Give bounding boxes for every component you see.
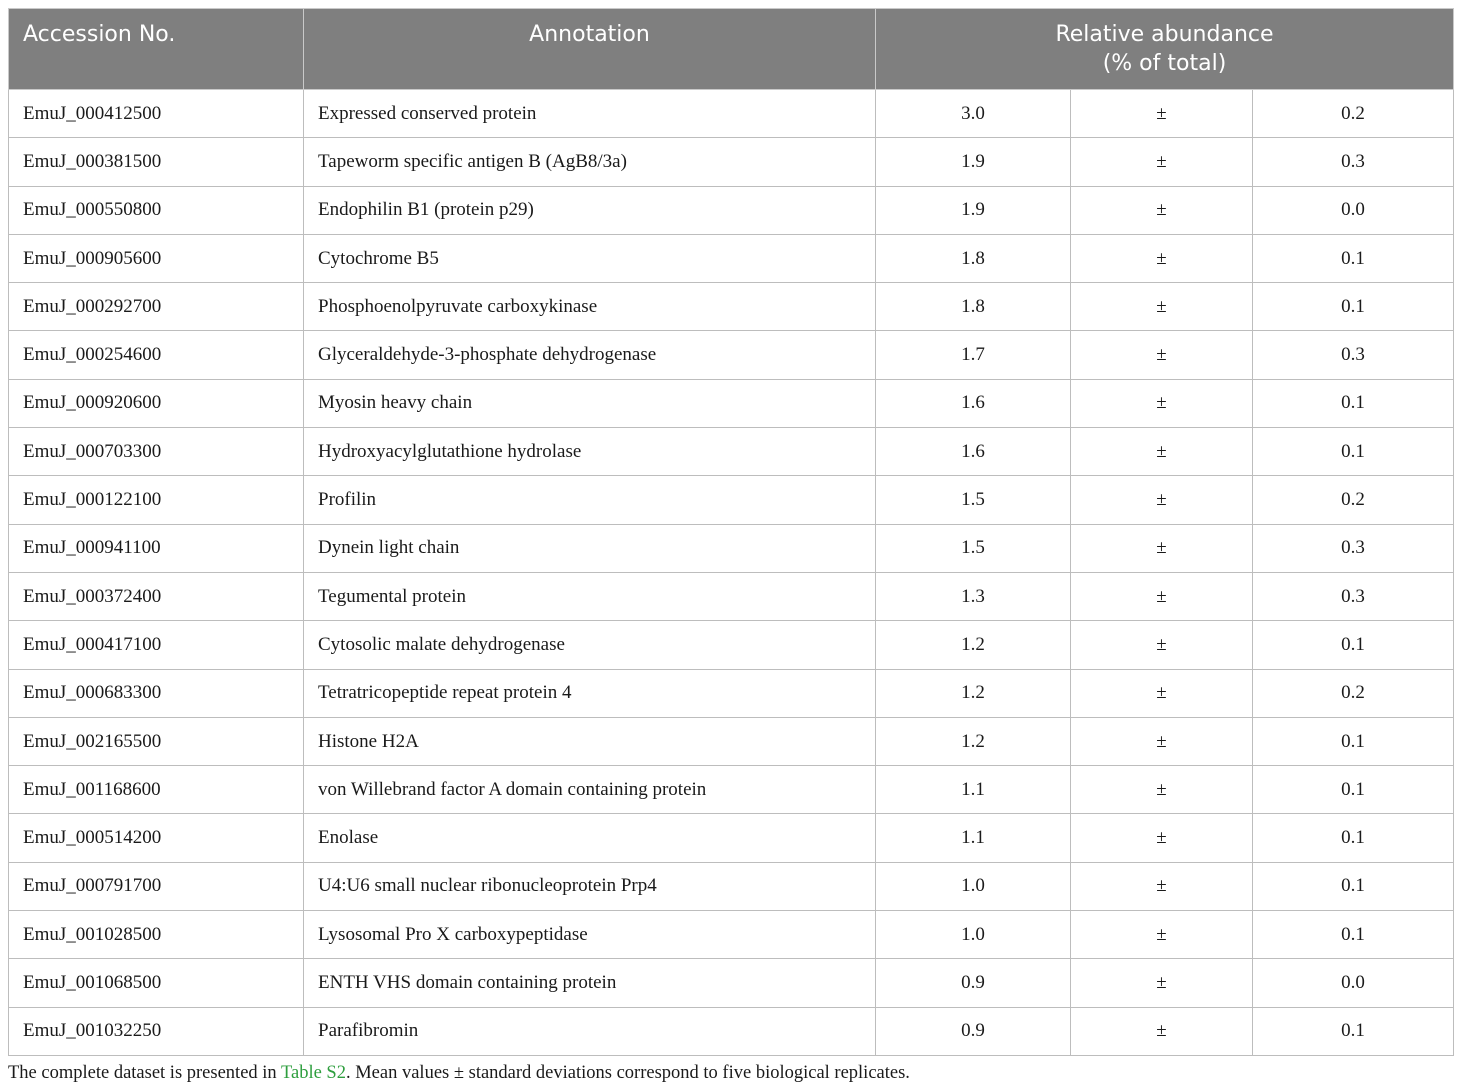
mean-cell: 1.5 <box>876 524 1071 572</box>
accession-cell: EmuJ_000417100 <box>9 621 304 669</box>
mean-cell: 1.1 <box>876 814 1071 862</box>
accession-cell: EmuJ_000254600 <box>9 331 304 379</box>
sd-cell: 0.1 <box>1253 1007 1454 1055</box>
annotation-cell: Dynein light chain <box>304 524 876 572</box>
annotation-cell: Tapeworm specific antigen B (AgB8/3a) <box>304 138 876 186</box>
accession-cell: EmuJ_001068500 <box>9 959 304 1007</box>
plus-minus-cell: ± <box>1071 1007 1253 1055</box>
table-row <box>9 959 1454 1007</box>
accession-cell: EmuJ_000412500 <box>9 90 304 138</box>
header-abundance-line2: (% of total) <box>1102 51 1227 76</box>
plus-minus-cell: ± <box>1071 862 1253 910</box>
annotation-cell: Myosin heavy chain <box>304 379 876 427</box>
abundance-table <box>8 8 1454 1056</box>
annotation-cell: ENTH VHS domain containing protein <box>304 959 876 1007</box>
plus-minus-cell: ± <box>1071 572 1253 620</box>
annotation-cell: Glyceraldehyde-3-phosphate dehydrogenase <box>304 331 876 379</box>
plus-minus-cell: ± <box>1071 911 1253 959</box>
sd-cell: 0.3 <box>1253 572 1454 620</box>
sd-cell: 0.0 <box>1253 959 1454 1007</box>
footnote-text-after: . Mean values ± standard deviations correspond to five biological replicates. <box>345 1063 910 1083</box>
annotation-cell: Parafibromin <box>304 1007 876 1055</box>
sd-cell: 0.2 <box>1253 90 1454 138</box>
annotation-cell: Profilin <box>304 476 876 524</box>
sd-cell: 0.1 <box>1253 766 1454 814</box>
table-row <box>9 234 1454 282</box>
abundance-table-container <box>8 8 1453 1056</box>
table-row <box>9 428 1454 476</box>
annotation-cell: von Willebrand factor A domain containing protein <box>304 766 876 814</box>
plus-minus-cell: ± <box>1071 669 1253 717</box>
mean-cell: 1.2 <box>876 621 1071 669</box>
plus-minus-cell: ± <box>1071 138 1253 186</box>
table-row <box>9 766 1454 814</box>
accession-cell: EmuJ_000920600 <box>9 379 304 427</box>
table-row <box>9 283 1454 331</box>
header-relative-abundance <box>876 9 1454 90</box>
table-row <box>9 911 1454 959</box>
plus-minus-cell: ± <box>1071 234 1253 282</box>
mean-cell: 1.6 <box>876 428 1071 476</box>
accession-cell: EmuJ_000683300 <box>9 669 304 717</box>
annotation-cell: Cytosolic malate dehydrogenase <box>304 621 876 669</box>
annotation-cell: Cytochrome B5 <box>304 234 876 282</box>
annotation-cell: U4:U6 small nuclear ribonucleoprotein Prp4 <box>304 862 876 910</box>
mean-cell: 3.0 <box>876 90 1071 138</box>
sd-cell: 0.1 <box>1253 428 1454 476</box>
accession-cell: EmuJ_000905600 <box>9 234 304 282</box>
table-row <box>9 572 1454 620</box>
plus-minus-cell: ± <box>1071 186 1253 234</box>
annotation-cell: Tegumental protein <box>304 572 876 620</box>
table-header-row <box>9 9 1454 90</box>
sd-cell: 0.1 <box>1253 234 1454 282</box>
accession-cell: EmuJ_000381500 <box>9 138 304 186</box>
mean-cell: 1.2 <box>876 717 1071 765</box>
accession-cell: EmuJ_000292700 <box>9 283 304 331</box>
sd-cell: 0.0 <box>1253 186 1454 234</box>
sd-cell: 0.1 <box>1253 814 1454 862</box>
table-row <box>9 717 1454 765</box>
plus-minus-cell: ± <box>1071 283 1253 331</box>
mean-cell: 1.7 <box>876 331 1071 379</box>
mean-cell: 0.9 <box>876 959 1071 1007</box>
sd-cell: 0.1 <box>1253 862 1454 910</box>
annotation-cell: Expressed conserved protein <box>304 90 876 138</box>
header-accession: Accession No. <box>9 9 304 90</box>
header-abundance-line1: Relative abundance <box>1055 22 1274 47</box>
table-row <box>9 138 1454 186</box>
plus-minus-cell: ± <box>1071 331 1253 379</box>
header-annotation: Annotation <box>304 9 876 90</box>
accession-cell: EmuJ_001032250 <box>9 1007 304 1055</box>
accession-cell: EmuJ_001028500 <box>9 911 304 959</box>
accession-cell: EmuJ_000372400 <box>9 572 304 620</box>
sd-cell: 0.1 <box>1253 911 1454 959</box>
plus-minus-cell: ± <box>1071 524 1253 572</box>
annotation-cell: Lysosomal Pro X carboxypeptidase <box>304 911 876 959</box>
table-row <box>9 331 1454 379</box>
sd-cell: 0.1 <box>1253 379 1454 427</box>
mean-cell: 1.3 <box>876 572 1071 620</box>
accession-cell: EmuJ_000791700 <box>9 862 304 910</box>
mean-cell: 1.8 <box>876 283 1071 331</box>
table-row <box>9 186 1454 234</box>
plus-minus-cell: ± <box>1071 476 1253 524</box>
mean-cell: 1.6 <box>876 379 1071 427</box>
table-row <box>9 476 1454 524</box>
table-footnote <box>8 1063 910 1084</box>
mean-cell: 1.5 <box>876 476 1071 524</box>
accession-cell: EmuJ_002165500 <box>9 717 304 765</box>
mean-cell: 0.9 <box>876 1007 1071 1055</box>
mean-cell: 1.0 <box>876 862 1071 910</box>
table-row <box>9 524 1454 572</box>
table-row <box>9 90 1454 138</box>
accession-cell: EmuJ_000703300 <box>9 428 304 476</box>
accession-cell: EmuJ_000941100 <box>9 524 304 572</box>
accession-cell: EmuJ_000122100 <box>9 476 304 524</box>
plus-minus-cell: ± <box>1071 379 1253 427</box>
annotation-cell: Histone H2A <box>304 717 876 765</box>
plus-minus-cell: ± <box>1071 959 1253 1007</box>
annotation-cell: Phosphoenolpyruvate carboxykinase <box>304 283 876 331</box>
sd-cell: 0.3 <box>1253 138 1454 186</box>
table-row <box>9 379 1454 427</box>
footnote-text-before: The complete dataset is presented in <box>8 1063 281 1083</box>
accession-cell: EmuJ_000514200 <box>9 814 304 862</box>
mean-cell: 1.9 <box>876 186 1071 234</box>
mean-cell: 1.1 <box>876 766 1071 814</box>
annotation-cell: Endophilin B1 (protein p29) <box>304 186 876 234</box>
table-body <box>9 90 1454 1056</box>
annotation-cell: Hydroxyacylglutathione hydrolase <box>304 428 876 476</box>
sd-cell: 0.3 <box>1253 524 1454 572</box>
table-s2-link[interactable]: Table S2 <box>280 1063 346 1083</box>
mean-cell: 1.9 <box>876 138 1071 186</box>
accession-cell: EmuJ_000550800 <box>9 186 304 234</box>
mean-cell: 1.2 <box>876 669 1071 717</box>
plus-minus-cell: ± <box>1071 621 1253 669</box>
plus-minus-cell: ± <box>1071 814 1253 862</box>
plus-minus-cell: ± <box>1071 90 1253 138</box>
accession-cell: EmuJ_001168600 <box>9 766 304 814</box>
annotation-cell: Tetratricopeptide repeat protein 4 <box>304 669 876 717</box>
plus-minus-cell: ± <box>1071 717 1253 765</box>
annotation-cell: Enolase <box>304 814 876 862</box>
table-row <box>9 862 1454 910</box>
plus-minus-cell: ± <box>1071 428 1253 476</box>
table-row <box>9 669 1454 717</box>
table-row <box>9 1007 1454 1055</box>
sd-cell: 0.2 <box>1253 476 1454 524</box>
sd-cell: 0.1 <box>1253 283 1454 331</box>
plus-minus-cell: ± <box>1071 766 1253 814</box>
sd-cell: 0.3 <box>1253 331 1454 379</box>
sd-cell: 0.2 <box>1253 669 1454 717</box>
mean-cell: 1.8 <box>876 234 1071 282</box>
sd-cell: 0.1 <box>1253 717 1454 765</box>
mean-cell: 1.0 <box>876 911 1071 959</box>
table-row <box>9 814 1454 862</box>
sd-cell: 0.1 <box>1253 621 1454 669</box>
table-row <box>9 621 1454 669</box>
